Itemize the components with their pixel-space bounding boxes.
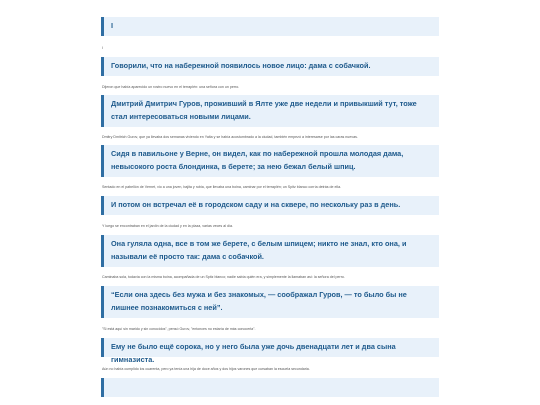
russian-paragraph: Дмитрий Дмитрич Гуров, проживший в Ялте уже две недели и привыкший тут, тоже стал интересоваться новыми лицами. [101, 95, 439, 127]
spanish-translation: Aún no había cumplido los cuarenta, pero ya tenía una hija de doce años y dos hijos varones que cursaban la escuela secundaria. [102, 367, 310, 371]
spanish-translation: Caminaba sola, todavía con la misma boina, acompañada de un Spitz blanco; nadie sabía quién era, y simplemente la llamaban así: la señora del perro. [102, 275, 345, 279]
spanish-translation: Dmitry Dmitrich Gurov, que ya llevaba dos semanas viviendo en Yalta y se había acostumbrado a la ciudad, también empezó a interesarse por las caras nuevas. [102, 135, 358, 139]
russian-paragraph: I [101, 17, 439, 36]
spanish-translation: Y luego se encontraban en el jardín de la ciudad y en la plaza, varias veces al día. [102, 224, 233, 228]
spanish-translation: I [102, 46, 103, 50]
spanish-translation: Sentado en el pabellón de Vernet, vio a una joven, bajita y rubia, que llevaba una boina, caminar por el terraplén; un Spitz blanco corría detrás de ella. [102, 185, 342, 189]
russian-paragraph: Говорили, что на набережной появилось новое лицо: дама с собачкой. [101, 57, 439, 76]
russian-paragraph: И потом он встречал её в городском саду и на сквере, по нескольку раз в день. [101, 196, 439, 215]
russian-paragraph: Ему не было ещё сорока, но у него была уже дочь двенадцати лет и два сына гимназиста. [101, 338, 439, 357]
russian-paragraph: “Если она здесь без мужа и без знакомых, — соображал Гуров, — то было бы не лишнее познакомиться с ней”. [101, 286, 439, 318]
russian-paragraph [101, 378, 439, 397]
reader-content [101, 17, 439, 397]
russian-paragraph: Сидя в павильоне у Верне, он видел, как по набережной прошла молодая дама, невысокого роста блондинка, в берете; за нею бежал белый шпиц. [101, 145, 439, 177]
russian-paragraph: Она гуляла одна, все в том же берете, с белым шпицем; никто не знал, кто она, и называли её просто так: дама с собачкой. [101, 235, 439, 267]
spanish-translation: "Si está aquí sin marido y sin conocidos", pensó Gurov, "entonces no estaría de más conocerla". [102, 327, 256, 331]
spanish-translation: Dijeron que había aparecido un rostro nuevo en el terraplén: una señora con un perro. [102, 85, 240, 89]
